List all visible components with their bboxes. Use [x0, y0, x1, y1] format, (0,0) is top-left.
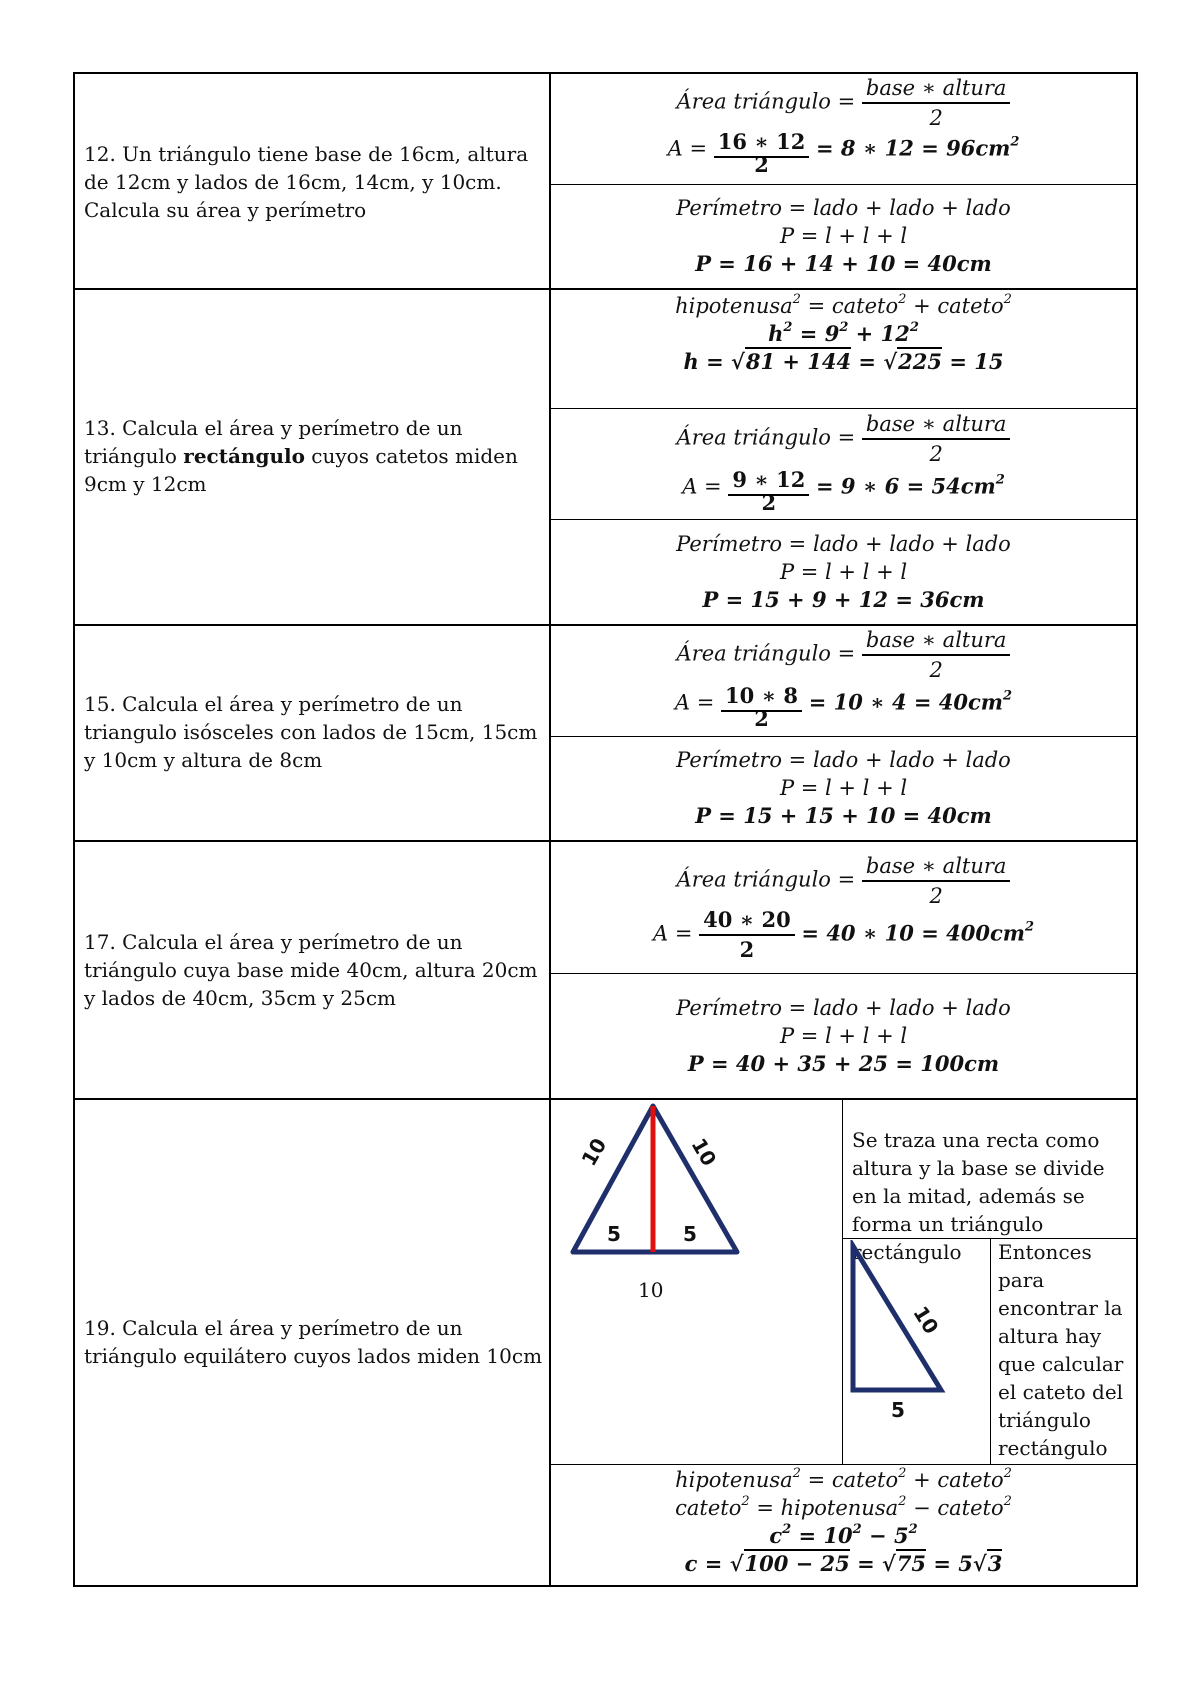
problem-17-text: 17. Calcula el área y perímetro de un triángulo cuya base mide 40cm, altura 20cm y lados de 40cm, 35cm y 25cm — [84, 930, 538, 1010]
row-divider-12 — [73, 288, 1138, 290]
subrow-line — [549, 736, 1138, 737]
subrow-line — [549, 184, 1138, 185]
equilateral-triangle-diagram — [551, 1100, 841, 1300]
p15-perimeter: Perímetro = lado + lado + lado P = l + l + l P = 15 + 15 + 10 = 40cm — [676, 748, 1011, 828]
subrow-line — [549, 1464, 1138, 1465]
row-divider-15 — [73, 840, 1138, 842]
p13-area-calc: A = $\frac{9 ∗ 12}{2}$ = 9 ∗ $6 = 54cm^2$ — [682, 467, 1005, 510]
p15-area-formula: Área triángulo = $\frac{\text{base ∗ altura}}{2}$ — [549, 626, 1138, 684]
problem-15-text: 15. Calcula el área y perímetro de un triangulo isósceles con lados de 15cm, 15cm y 10cm y altura de 8cm — [84, 692, 538, 772]
tri-base-label: 10 — [638, 1278, 664, 1302]
p19-equations: hipotenusa$^2$ = cateto$^2$ + cateto$^2$ cateto$^2$ = hipotenusa$^2$ − cateto$^2$ $c^2 = 10^2 - 5^2$ c = √100 − 25 = √75 = 5√3 — [675, 1466, 1012, 1576]
p13-pythagoras: hipotenusa$^2$ = cateto$^2$ + cateto$^2$ $h^2 = 9^2 + 12^2$ h = √81 + 144 = √225 = 15 — [675, 292, 1012, 374]
problem-12-text: 12. Un triángulo tiene base de 16cm, altura de 12cm y lados de 16cm, 14cm, y 10cm. Calcula su área y perímetro — [84, 142, 529, 222]
p17-area-calc: A = $\frac{40 ∗ 20}{2}$ = 40 ∗ $10 = 400cm^2$ — [653, 907, 1034, 962]
p19-note-2: Entonces para encontrar la altura hay que calcular el cateto del triángulo rectángulo — [998, 1240, 1124, 1460]
right-tri-hyp-label: 10 — [908, 1301, 944, 1339]
p15-area-calc: A = $\frac{10 ∗ 8}{2}$ = 10 ∗ $4 = 40cm^2$ — [674, 683, 1013, 726]
p12-perimeter: Perímetro = lado + lado + lado P = l + l + l P = 16 + 14 + 10 = 40cm — [676, 196, 1011, 276]
p13-perimeter: Perímetro = lado + lado + lado P = l + l + l P = 15 + 9 + 12 = 36cm — [676, 532, 1011, 612]
subrow-line — [549, 408, 1138, 409]
problem-19-text: 19. Calcula el área y perímetro de un triángulo equilátero cuyos lados miden 10cm — [84, 1316, 543, 1368]
tri-half-left-label: 5 — [607, 1222, 621, 1246]
p17-area-formula: Área triángulo = $\frac{\text{base ∗ altura}}{2}$ — [549, 852, 1138, 910]
p13-area-formula: Área triángulo = $\frac{\text{base ∗ altura}}{2}$ — [549, 410, 1138, 468]
subcol-line — [990, 1238, 991, 1464]
subrow-line — [549, 519, 1138, 520]
p17-perimeter: Perímetro = lado + lado + lado P = l + l + l P = 40 + 35 + 25 = 100cm — [676, 996, 1011, 1076]
problem-13-text: 13. Calcula el área y perímetro de un triángulo rectángulo cuyos catetos miden 9cm y 12cm — [84, 416, 518, 496]
p12-area-formula: Área triángulo = $\frac{\text{base ∗ altura}}{2}$ — [549, 74, 1138, 132]
p12-area-calc: A = $\frac{16 ∗ 12}{2}$ = 8 ∗ $12 = 96cm^2$ — [667, 129, 1020, 172]
tri-side-right-label: 10 — [686, 1133, 722, 1171]
right-tri-base-label: 5 — [891, 1398, 905, 1422]
tri-half-right-label: 5 — [683, 1222, 697, 1246]
p19-note-1: Se traza una recta como altura y la base se divide en la mitad, además se forma un triángulo rectángulo — [852, 1128, 1105, 1264]
subrow-line — [549, 973, 1138, 974]
tri-side-left-label: 10 — [576, 1133, 612, 1171]
